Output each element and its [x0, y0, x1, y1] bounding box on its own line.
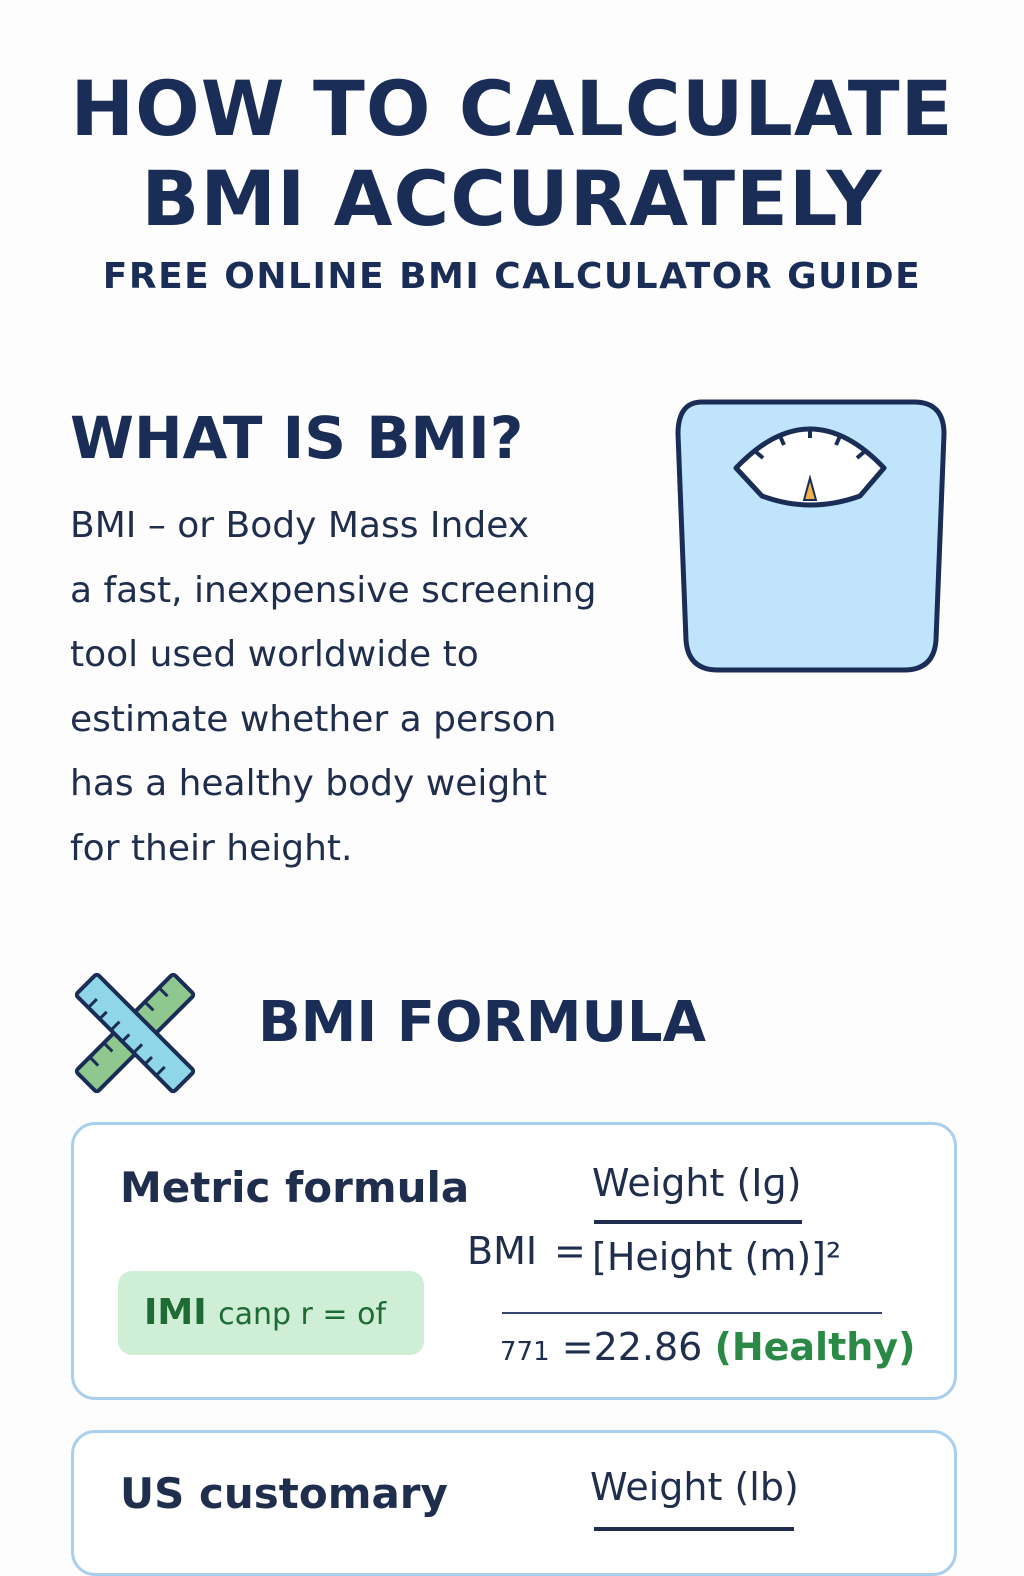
page-title	[0, 64, 1024, 244]
metric-formula-card	[71, 1122, 957, 1400]
pill-text: canp r = of	[218, 1297, 387, 1332]
paragraph-line: has a healthy body weight	[70, 763, 548, 804]
paragraph-line: a fast, inexpensive screening	[70, 569, 597, 611]
formula-denominator: [Height (m)]²	[592, 1235, 842, 1279]
result-prefix: 771	[500, 1337, 550, 1367]
bmi-label: BMI	[467, 1229, 538, 1273]
bmi-formula-heading: BMI FORMULA	[258, 990, 706, 1055]
us-formula-numerator: Weight (lb)	[590, 1465, 799, 1509]
title-line-2: BMI ACCURATELY	[141, 154, 883, 243]
what-is-bmi-paragraph	[70, 494, 630, 881]
us-formula-card	[71, 1430, 957, 1576]
paragraph-line: tool used worldwide to	[70, 634, 479, 675]
ruler-icon	[72, 970, 198, 1096]
page-subtitle: FREE ONLINE BMI CALCULATOR GUIDE	[102, 256, 922, 297]
paragraph-line: for their height.	[70, 827, 353, 869]
paragraph-line: BMI – or Body Mass Index	[70, 505, 530, 546]
us-formula-label: US customary	[120, 1469, 448, 1518]
paragraph-line: estimate whether a person	[70, 698, 557, 740]
what-is-bmi-heading: WHAT IS BMI?	[70, 404, 524, 472]
formula-example-pill	[118, 1271, 424, 1355]
title-line-1: HOW TO CALCULATE	[70, 64, 954, 153]
formula-numerator: Weight (Iɡ)	[592, 1161, 802, 1205]
fraction-bar	[594, 1220, 802, 1224]
us-fraction-bar	[594, 1527, 794, 1531]
scale-icon	[672, 398, 950, 680]
result-divider	[502, 1312, 882, 1314]
result-status: (Healthy)	[714, 1325, 916, 1369]
equals-sign: =	[554, 1229, 586, 1273]
result-value: =22.86	[561, 1325, 703, 1369]
pill-bold-text: IMI	[144, 1292, 207, 1333]
bmi-result	[500, 1325, 915, 1369]
metric-formula-label: Metric formula	[120, 1163, 470, 1212]
